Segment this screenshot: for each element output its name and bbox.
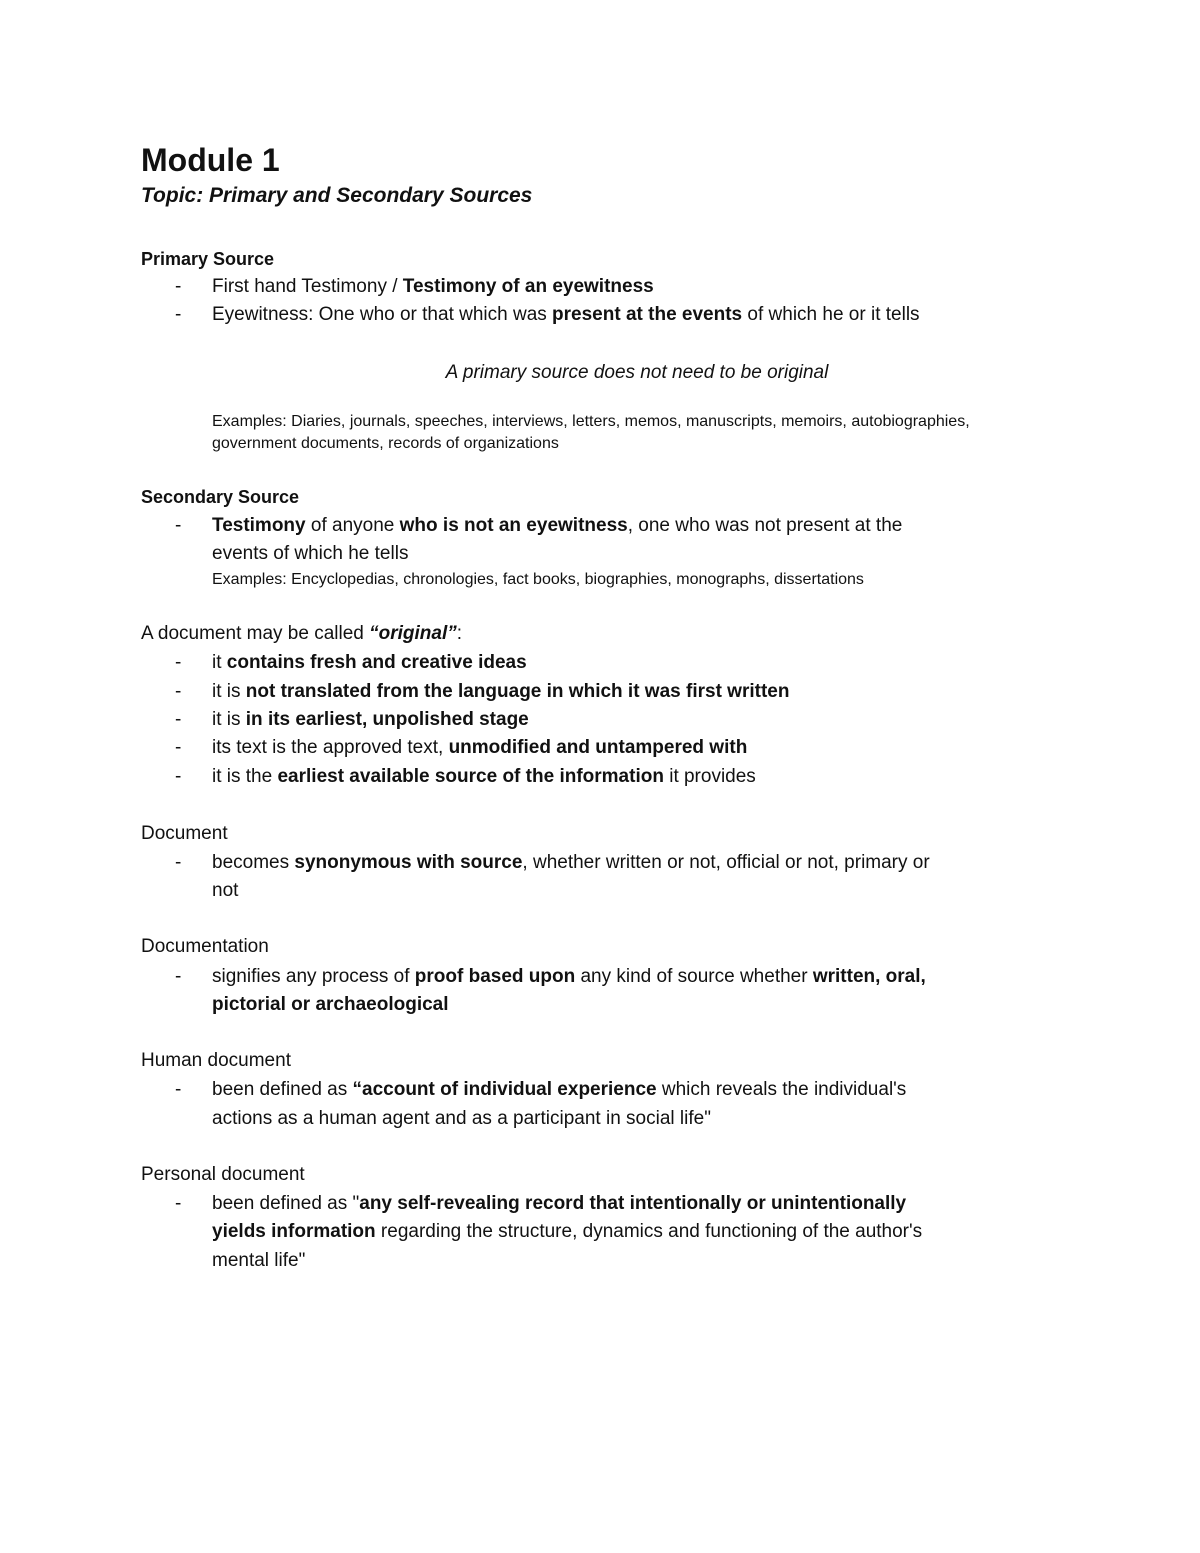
documentation-item-line-1: signifies any process of proof based upon any kind of source whether written, oral, <box>212 966 926 987</box>
topic-subtitle: Topic: Primary and Secondary Sources <box>141 184 533 207</box>
documentation-item-line-2: pictorial or archaeological <box>212 994 449 1015</box>
bullet-dash: - <box>175 1079 182 1100</box>
documentation-heading: Documentation <box>141 936 269 957</box>
primary-item-2: Eyewitness: One who or that which was present at the events of which he or it tells <box>212 304 920 325</box>
primary-examples-line-1: Examples: Diaries, journals, speeches, interviews, letters, memos, manuscripts, memoirs, autobiographies, <box>212 413 970 430</box>
bullet-dash: - <box>175 852 182 873</box>
human-document-item-line-1: been defined as “account of individual experience which reveals the individual's <box>212 1079 907 1100</box>
secondary-examples: Examples: Encyclopedias, chronologies, fact books, biographies, monographs, dissertations <box>212 571 864 588</box>
bullet-dash: - <box>175 737 182 758</box>
bullet-dash: - <box>175 652 182 673</box>
bullet-dash: - <box>175 276 182 297</box>
secondary-source-heading: Secondary Source <box>141 487 300 507</box>
document-item-line-1: becomes synonymous with source, whether written or not, official or not, primary or <box>212 852 930 873</box>
primary-note: A primary source does not need to be original <box>445 362 829 383</box>
personal-document-item-line-1: been defined as "any self-revealing record that intentionally or unintentionally <box>212 1193 907 1214</box>
personal-document-heading: Personal document <box>141 1164 305 1185</box>
secondary-item-1-line-1: Testimony of anyone who is not an eyewitness, one who was not present at the <box>212 515 903 536</box>
bullet-dash: - <box>175 515 182 536</box>
page-title: Module 1 <box>141 142 280 178</box>
document-heading: Document <box>141 823 228 844</box>
original-item: its text is the approved text, unmodified and untampered with <box>212 737 748 758</box>
bullet-dash: - <box>175 966 182 987</box>
primary-examples-line-2: government documents, records of organizations <box>212 435 559 452</box>
personal-document-item-line-3: mental life" <box>212 1250 306 1271</box>
bullet-dash: - <box>175 681 182 702</box>
document-item-line-2: not <box>212 880 239 901</box>
human-document-heading: Human document <box>141 1050 291 1071</box>
original-item: it is the earliest available source of the information it provides <box>212 766 756 787</box>
bullet-dash: - <box>175 304 182 325</box>
bullet-dash: - <box>175 766 182 787</box>
bullet-dash: - <box>175 709 182 730</box>
original-item: it is in its earliest, unpolished stage <box>212 709 529 730</box>
primary-source-heading: Primary Source <box>141 249 275 269</box>
primary-item-1: First hand Testimony / Testimony of an eyewitness <box>212 276 654 297</box>
personal-document-item-line-2: yields information regarding the structure, dynamics and functioning of the author's <box>212 1221 923 1242</box>
human-document-item-line-2: actions as a human agent and as a participant in social life" <box>212 1108 711 1129</box>
original-item: it is not translated from the language in which it was first written <box>212 681 790 702</box>
original-intro: A document may be called “original”: <box>141 623 463 644</box>
original-item: it contains fresh and creative ideas <box>212 652 527 673</box>
secondary-item-1-line-2: events of which he tells <box>212 543 409 564</box>
bullet-dash: - <box>175 1193 182 1214</box>
